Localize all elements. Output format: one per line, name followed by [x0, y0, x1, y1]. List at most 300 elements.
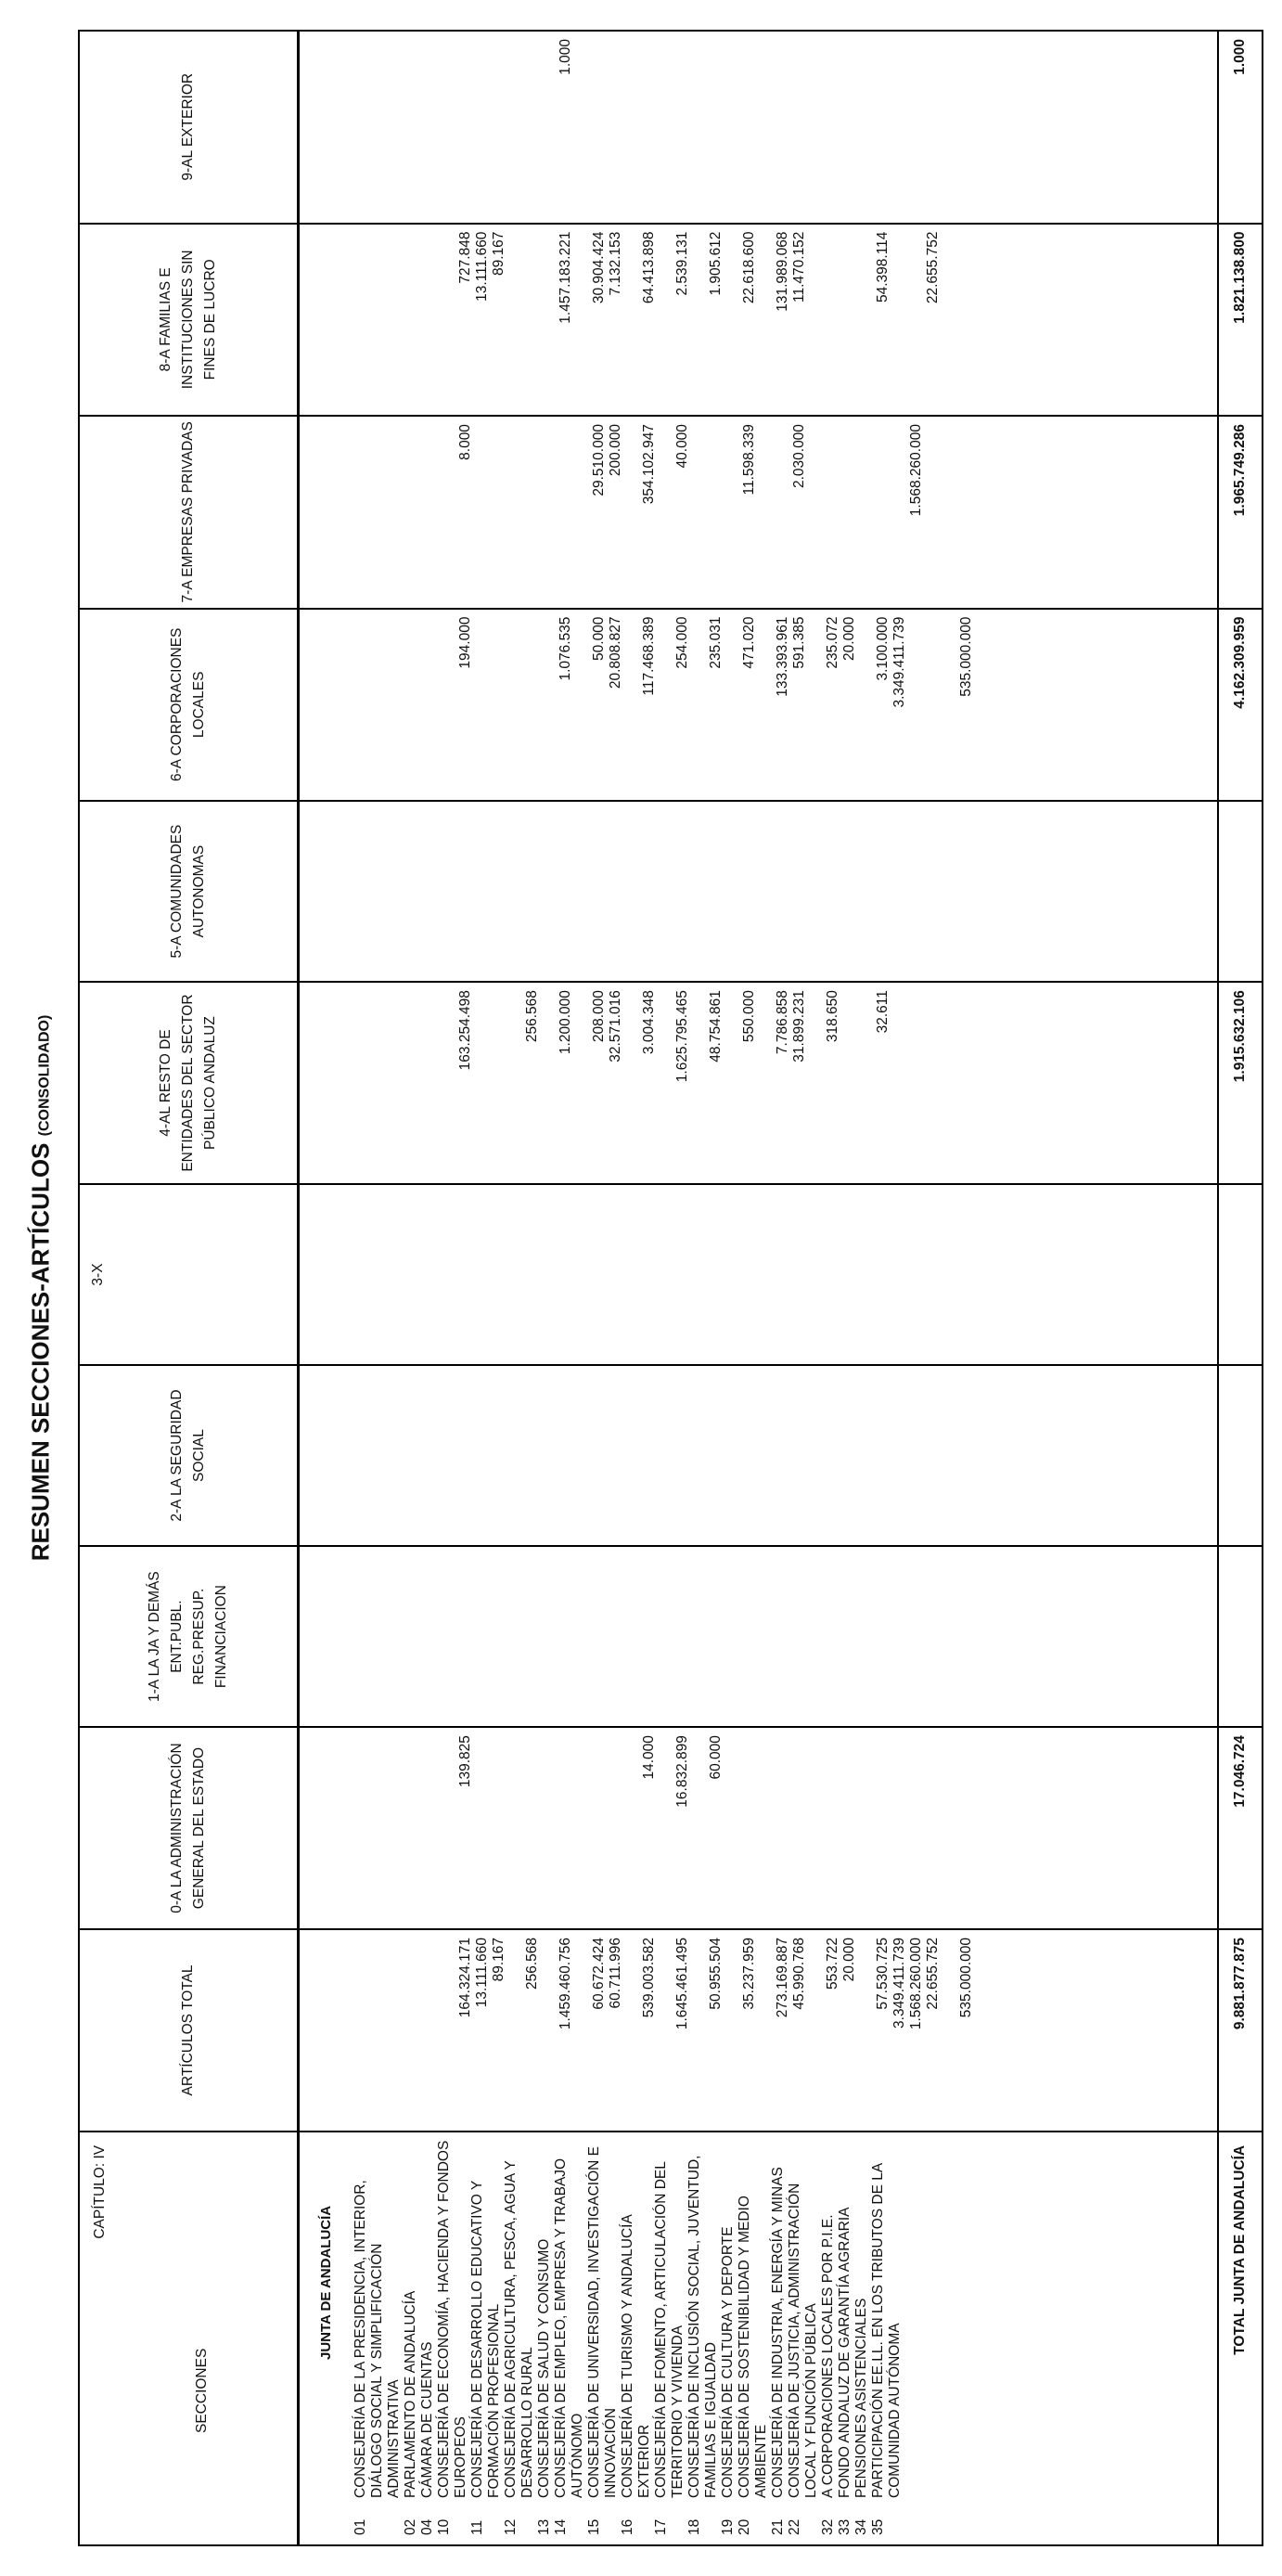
cell-value: [791, 1735, 808, 1928]
cell-value: 1.905.612: [708, 231, 724, 296]
cell-value: [925, 1554, 942, 1726]
total-value-8: 1.965.749.286: [1218, 416, 1263, 609]
cell-value: 256.568: [524, 1938, 540, 1990]
section-code: 17: [653, 2518, 669, 2535]
cell-value: [891, 232, 908, 416]
cell-value: [558, 1554, 574, 1726]
cell-value: 8.000: [457, 424, 473, 460]
cell-value: [491, 1192, 507, 1364]
cell-value: [674, 1554, 691, 1726]
cell-value: [925, 1735, 942, 1928]
cell-value: 553.722: [825, 1938, 840, 1990]
header-col-10: 9-AL EXTERIOR: [79, 31, 299, 224]
cell-value: [608, 1192, 624, 1364]
cell-value: [825, 232, 841, 416]
section-row: [853, 2132, 870, 2544]
cell-value: [558, 1373, 574, 1545]
cell-value: [608, 809, 624, 981]
cell-value: [891, 39, 908, 223]
cell-value: [457, 1373, 474, 1545]
cell-value: [791, 1192, 808, 1364]
section-row: [469, 2132, 503, 2544]
total-value-10: 1.000: [1218, 31, 1263, 224]
section-code: 33: [837, 2518, 853, 2535]
cell-value: 1.568.260.000: [908, 1938, 924, 2030]
section-code: 13: [536, 2518, 552, 2535]
section-name: CONSEJERÍA DE TURISMO Y ANDALUCÍA EXTERIOR: [620, 2215, 652, 2498]
cell-value: [891, 1373, 908, 1545]
cell-value: [791, 1554, 808, 1726]
cell-value: [674, 1192, 691, 1364]
section-name: PARTICIPACIÓN EE.LL. EN LOS TRIBUTOS DE LA COMUNIDAD AUTÓNOMA: [870, 2163, 903, 2498]
section-code: 14: [553, 2518, 569, 2535]
cell-value: 164.324.171: [457, 1938, 473, 2018]
cell-value: [791, 809, 808, 981]
section-name: PENSIONES ASISTENCIALES: [853, 2298, 869, 2498]
cell-value: [708, 424, 724, 608]
cell-value: [457, 1554, 474, 1726]
cell-value: [474, 1735, 491, 1928]
cell-value: 60.711.996: [608, 1938, 623, 2009]
cell-value: 60.000: [708, 1735, 724, 1780]
section-row: [503, 2132, 536, 2544]
values-column-6: [299, 801, 1219, 982]
section-row: [536, 2132, 553, 2544]
section-row: [353, 2132, 403, 2544]
cell-value: [741, 1735, 758, 1928]
cell-value: [841, 1554, 858, 1726]
header-col-2: 1-A LA JA Y DEMÁS ENT.PUBL. REG.PRESUP. FINANCIACION: [79, 1546, 299, 1727]
cell-value: [825, 1554, 841, 1726]
cell-value: [775, 1735, 791, 1928]
cell-value: 89.167: [491, 231, 506, 276]
section-code: 12: [503, 2518, 519, 2535]
total-value-9: 1.821.138.800: [1218, 224, 1263, 417]
cell-value: 2.539.131: [674, 231, 690, 296]
section-name: CONSEJERÍA DE AGRICULTURA, PESCA, AGUA Y DESARROLLO RURAL: [503, 2160, 535, 2498]
cell-value: [875, 1192, 891, 1364]
cell-value: 31.899.231: [791, 990, 807, 1063]
header-col-8: 7-A EMPRESAS PRIVADAS: [79, 416, 299, 609]
section-name: CONSEJERÍA DE DESARROLLO EDUCATIVO Y FORMACIÓN PROFESIONAL: [469, 2181, 502, 2498]
header-secciones-cell: [79, 2132, 299, 2545]
header-col-5: 4-AL RESTO DE ENTIDADES DEL SECTOR PÚBLICO ANDALUZ: [79, 982, 299, 1184]
cell-value: 471.020: [741, 616, 757, 669]
cell-value: [958, 1373, 975, 1545]
cell-value: [791, 39, 808, 223]
section-code: 18: [686, 2518, 702, 2535]
cell-value: 3.349.411.739: [891, 1938, 907, 2029]
cell-value: [491, 1373, 507, 1545]
cell-value: 133.393.961: [775, 616, 790, 697]
cell-value: 40.000: [674, 424, 690, 469]
cell-value: [708, 1192, 724, 1364]
cell-value: [474, 424, 491, 608]
header-capitulo: CAPÍTULO: IV: [92, 2145, 108, 2239]
cell-value: [775, 1192, 791, 1364]
cell-value: 535.000.000: [958, 1938, 974, 2018]
cell-value: [958, 990, 975, 1183]
cell-value: [908, 1554, 925, 1726]
rotated-table-wrapper: [78, 30, 1263, 2546]
cell-value: 354.102.947: [641, 424, 657, 505]
cell-value: [908, 1373, 925, 1545]
cell-value: 3.349.411.739: [891, 616, 907, 708]
cell-value: [908, 990, 925, 1183]
section-name: CONSEJERÍA DE CULTURA Y DEPORTE: [720, 2226, 736, 2498]
total-value-2: [1218, 1546, 1263, 1727]
cell-value: [524, 1373, 541, 1545]
cell-value: [491, 424, 507, 608]
cell-value: [524, 232, 541, 416]
cell-value: 7.786.858: [775, 990, 790, 1055]
values-column-7: [299, 609, 1219, 802]
cell-value: [925, 617, 942, 801]
cell-value: [775, 809, 791, 981]
cell-value: [825, 809, 841, 981]
cell-value: [608, 39, 624, 223]
cell-value: [558, 809, 574, 981]
cell-value: 7.132.153: [608, 231, 623, 296]
values-column-10: [299, 31, 1219, 224]
cell-value: [908, 617, 925, 801]
cell-value: 13.111.660: [474, 1938, 490, 2008]
cell-value: [474, 1554, 491, 1726]
section-code: 32: [820, 2518, 836, 2535]
cell-value: [958, 424, 975, 608]
cell-value: [925, 990, 942, 1183]
cell-value: [775, 39, 791, 223]
cell-value: [875, 809, 891, 981]
section-code: 21: [770, 2518, 786, 2535]
cell-value: [491, 617, 507, 801]
section-code: 04: [419, 2518, 435, 2535]
cell-value: [958, 1192, 975, 1364]
section-row: [419, 2132, 436, 2544]
total-row: [1218, 31, 1263, 2545]
section-name: PARLAMENTO DE ANDALUCÍA: [403, 2290, 418, 2498]
section-row: [720, 2132, 737, 2544]
sections-column: [299, 2132, 1219, 2545]
section-name: CONSEJERÍA DE EMPLEO, EMPRESA Y TRABAJO AUTÓNOMO: [553, 2157, 585, 2498]
cell-value: [591, 809, 608, 981]
cell-value: [641, 1554, 658, 1726]
cell-value: [891, 1554, 908, 1726]
cell-value: 35.237.959: [741, 1938, 757, 2010]
cell-value: 64.413.898: [641, 231, 657, 304]
cell-value: [875, 1735, 891, 1928]
cell-value: 1.625.795.465: [674, 990, 690, 1083]
cell-value: 1.076.535: [558, 616, 573, 681]
cell-value: [741, 1373, 758, 1545]
section-row: [403, 2132, 419, 2544]
cell-value: [841, 990, 858, 1183]
cell-value: [841, 232, 858, 416]
section-row: [436, 2132, 469, 2544]
cell-value: [908, 1735, 925, 1928]
section-code: 10: [436, 2518, 452, 2535]
section-code: 22: [787, 2518, 802, 2535]
cell-value: [741, 1192, 758, 1364]
cell-value: [524, 1735, 541, 1928]
cell-value: [524, 1192, 541, 1364]
cell-value: [474, 809, 491, 981]
section-code: 20: [737, 2518, 752, 2535]
cell-value: [875, 39, 891, 223]
header-col-9: 8-A FAMILIAS E INSTITUCIONES SIN FINES DE LUCRO: [79, 224, 299, 417]
page-title: [27, 1015, 56, 1562]
cell-value: [708, 1373, 724, 1545]
cell-value: 3.100.000: [875, 616, 891, 681]
cell-value: [474, 1192, 491, 1364]
section-row: [553, 2132, 586, 2544]
cell-value: 13.111.660: [474, 231, 490, 302]
cell-value: 235.072: [825, 616, 840, 669]
cell-value: [841, 39, 858, 223]
cell-value: [524, 617, 541, 801]
section-row: [770, 2132, 787, 2544]
section-name: CONSEJERÍA DE ECONOMÍA, HACIENDA Y FONDOS EUROPEOS: [436, 2140, 468, 2498]
section-name: CONSEJERÍA DE INDUSTRIA, ENERGÍA Y MINAS: [770, 2167, 786, 2498]
cell-value: 1.459.460.756: [558, 1938, 573, 2030]
cell-value: [891, 990, 908, 1183]
cell-value: 22.655.752: [925, 231, 941, 304]
cell-value: [591, 1554, 608, 1726]
cell-value: 16.832.899: [674, 1735, 690, 1808]
cell-value: [708, 39, 724, 223]
cell-value: [708, 1554, 724, 1726]
cell-value: 50.955.504: [708, 1938, 724, 2010]
cell-value: [875, 424, 891, 608]
cell-value: 1.568.260.000: [908, 424, 924, 517]
cell-value: [641, 1192, 658, 1364]
header-col-3: 2-A LA SEGURIDAD SOCIAL: [79, 1365, 299, 1546]
cell-value: [925, 1373, 942, 1545]
cell-value: [908, 1192, 925, 1364]
section-row: [586, 2132, 620, 2544]
cell-value: [875, 1373, 891, 1545]
cell-value: [608, 1373, 624, 1545]
cell-value: 256.568: [524, 990, 540, 1043]
cell-value: [908, 39, 925, 223]
values-column-5: [299, 982, 1219, 1184]
cell-value: [491, 39, 507, 223]
total-value-0: 9.881.877.875: [1218, 1929, 1263, 2132]
cell-value: [674, 809, 691, 981]
section-code: 11: [469, 2519, 485, 2535]
cell-value: [775, 424, 791, 608]
cell-value: [491, 1735, 507, 1928]
cell-value: [891, 1192, 908, 1364]
cell-value: [958, 1735, 975, 1928]
cell-value: 57.530.725: [875, 1938, 891, 2010]
cell-value: [524, 1554, 541, 1726]
values-column-0: [299, 1929, 1219, 2132]
section-name: A CORPORACIONES LOCALES POR P.I.E.: [820, 2214, 836, 2498]
cell-value: 235.031: [708, 616, 724, 669]
values-column-3: [299, 1365, 1219, 1546]
header-col-4: 3-X: [79, 1184, 299, 1365]
cell-value: [641, 39, 658, 223]
section-row: [737, 2132, 770, 2544]
values-column-4: [299, 1184, 1219, 1365]
cell-value: 1.000: [558, 39, 573, 75]
cell-value: 48.754.861: [708, 990, 724, 1063]
body-row: [299, 31, 1219, 2545]
section-row: [820, 2132, 837, 2544]
cell-value: [524, 424, 541, 608]
title-main: RESUMEN SECCIONES-ARTÍCULOS: [26, 1142, 55, 1562]
section-code: 19: [720, 2518, 736, 2535]
cell-value: [791, 1373, 808, 1545]
cell-value: [457, 39, 474, 223]
cell-value: 22.655.752: [925, 1938, 941, 2010]
cell-value: 535.000.000: [958, 616, 974, 697]
cell-value: 163.254.498: [457, 990, 473, 1071]
cell-value: [524, 39, 541, 223]
total-value-7: 4.162.309.959: [1218, 609, 1263, 802]
cell-value: 30.904.424: [591, 231, 607, 304]
cell-value: [775, 1373, 791, 1545]
cell-value: 20.808.827: [608, 616, 623, 689]
cell-value: 14.000: [641, 1735, 657, 1780]
cell-value: [741, 39, 758, 223]
cell-value: [891, 1735, 908, 1928]
cell-value: [491, 809, 507, 981]
total-value-5: 1.915.632.106: [1218, 982, 1263, 1184]
cell-value: [491, 990, 507, 1183]
cell-value: [841, 424, 858, 608]
cell-value: [908, 232, 925, 416]
cell-value: 32.611: [875, 990, 891, 1034]
cell-value: [825, 1373, 841, 1545]
cell-value: [825, 39, 841, 223]
section-name: CONSEJERÍA DE SOSTENIBILIDAD Y MEDIO AMBIENTE: [737, 2196, 769, 2498]
section-code: 34: [853, 2518, 869, 2535]
cell-value: 539.003.582: [641, 1938, 657, 2018]
header-col-7: 6-A CORPORACIONES LOCALES: [79, 609, 299, 802]
cell-value: 254.000: [674, 616, 690, 669]
cell-value: 11.598.339: [741, 424, 757, 496]
section-row: [653, 2132, 686, 2544]
section-row: [686, 2132, 720, 2544]
cell-value: [708, 809, 724, 981]
cell-value: [591, 1373, 608, 1545]
header-secciones: SECCIONES: [194, 2348, 210, 2433]
cell-value: 139.825: [457, 1735, 473, 1788]
cell-value: [908, 809, 925, 981]
cell-value: [591, 39, 608, 223]
section-name: CÁMARA DE CUENTAS: [419, 2341, 435, 2498]
cell-value: [608, 1554, 624, 1726]
group-title: JUNTA DE ANDALUCÍA: [318, 2205, 334, 2360]
section-row: [870, 2132, 904, 2544]
cell-value: [491, 1554, 507, 1726]
sections-list: [353, 2132, 904, 2544]
section-name: CONSEJERÍA DE JUSTICIA, ADMINISTRACIÓN LOCAL Y FUNCIÓN PÚBLICA: [787, 2183, 819, 2498]
cell-value: [474, 990, 491, 1183]
total-value-6: [1218, 801, 1263, 982]
cell-value: 89.167: [491, 1938, 506, 1982]
cell-value: [875, 1554, 891, 1726]
cell-value: [558, 1735, 574, 1928]
total-value-4: [1218, 1184, 1263, 1365]
section-code: 02: [403, 2518, 418, 2535]
summary-table: [78, 30, 1263, 2546]
values-column-9: [299, 224, 1219, 417]
header-col-0: ARTÍCULOS TOTAL: [79, 1929, 299, 2132]
cell-value: 20.000: [841, 1938, 857, 1982]
cell-value: [958, 809, 975, 981]
cell-value: [841, 1192, 858, 1364]
cell-value: 208.000: [591, 990, 607, 1043]
cell-value: 11.470.152: [791, 231, 807, 303]
section-code: 35: [870, 2518, 886, 2535]
values-column-1: [299, 1727, 1219, 1929]
cell-value: [558, 424, 574, 608]
total-value-3: [1218, 1365, 1263, 1546]
cell-value: [608, 1735, 624, 1928]
cell-value: [674, 1373, 691, 1545]
cell-value: 1.457.183.221: [558, 231, 573, 324]
cell-value: [524, 809, 541, 981]
cell-value: [474, 617, 491, 801]
cell-value: [825, 424, 841, 608]
total-value-1: 17.046.724: [1218, 1727, 1263, 1929]
cell-value: 54.398.114: [875, 231, 891, 303]
cell-value: 50.000: [591, 616, 607, 661]
cell-value: [591, 1192, 608, 1364]
values-column-2: [299, 1546, 1219, 1727]
section-name: CONSEJERÍA DE UNIVERSIDAD, INVESTIGACIÓN E INNOVACIÓN: [586, 2146, 619, 2498]
values-column-8: [299, 416, 1219, 609]
cell-value: [925, 39, 942, 223]
section-name: CONSEJERÍA DE FOMENTO, ARTICULACIÓN DEL TERRITORIO Y VIVIENDA: [653, 2161, 686, 2498]
cell-value: 20.000: [841, 616, 857, 661]
cell-value: [591, 1735, 608, 1928]
cell-value: [457, 1192, 474, 1364]
cell-value: 1.200.000: [558, 990, 573, 1055]
cell-value: [775, 1554, 791, 1726]
header-col-1: 0-A LA ADMINISTRACIÓN GENERAL DEL ESTADO: [79, 1727, 299, 1929]
cell-value: [558, 1192, 574, 1364]
cell-value: [825, 1192, 841, 1364]
cell-value: [841, 1735, 858, 1928]
cell-value: [641, 809, 658, 981]
cell-value: [958, 39, 975, 223]
total-label: TOTAL JUNTA DE ANDALUCÍA: [1218, 2132, 1263, 2545]
cell-value: [958, 1554, 975, 1726]
cell-value: 3.004.348: [641, 990, 657, 1055]
section-name: FONDO ANDALUZ DE GARANTÍA AGRARIA: [837, 2207, 853, 2498]
cell-value: 2.030.000: [791, 424, 807, 489]
cell-value: [925, 424, 942, 608]
cell-value: [474, 1373, 491, 1545]
header-col-6: 5-A COMUNIDADES AUTONOMAS: [79, 801, 299, 982]
header-row: [79, 31, 299, 2545]
section-name: CONSEJERÍA DE LA PRESIDENCIA, INTERIOR, DIÁLOGO SOCIAL Y SIMPLIFICACIÓN ADMINISTRATIVA: [353, 2180, 402, 2498]
cell-value: 117.468.389: [641, 616, 657, 696]
section-name: CONSEJERÍA DE SALUD Y CONSUMO: [536, 2238, 552, 2498]
section-row: [787, 2132, 820, 2544]
section-row: [837, 2132, 853, 2544]
cell-value: 273.169.887: [775, 1938, 790, 2018]
cell-value: [891, 809, 908, 981]
title-sub: (CONSOLIDADO): [36, 1014, 53, 1137]
cell-value: 591.385: [791, 616, 807, 669]
cell-value: [958, 232, 975, 416]
section-code: 01: [353, 2518, 368, 2535]
